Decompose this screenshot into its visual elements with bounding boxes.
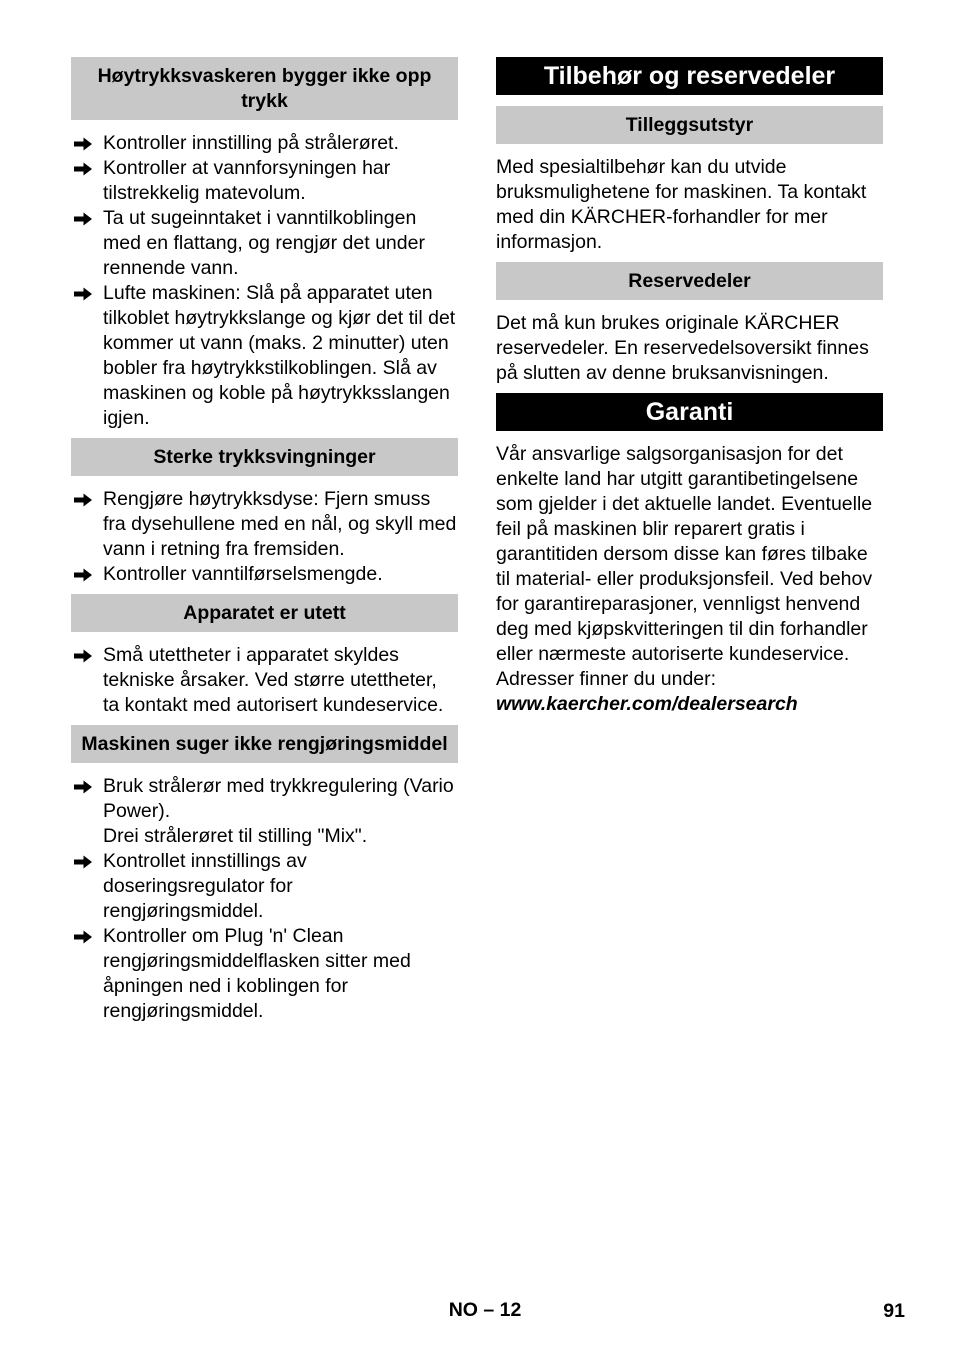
arrow-right-icon — [74, 643, 94, 668]
list-no-detergent — [71, 774, 458, 1024]
list-item: Ta ut sugeinntaket i vanntilkoblingen med en flattang, og rengjør det under rennende vann. — [71, 206, 458, 281]
arrow-right-icon — [74, 562, 94, 587]
section-heading-no-pressure: Høytrykksvaskeren bygger ikke opp trykk — [71, 57, 458, 120]
arrow-right-icon — [74, 281, 94, 306]
list-item: Små utettheter i apparatet skyldes tekniske årsaker. Ved større utettheter, ta kontakt med autorisert kundeservice. — [71, 643, 458, 718]
arrow-right-icon — [74, 924, 94, 949]
list-item: Rengjøre høytrykksdyse: Fjern smuss fra dysehullene med en nål, og skyll med vann i retning fra fremsiden. — [71, 487, 458, 562]
warranty-text: Vår ansvarlige salgsorganisasjon for det enkelte land har utgitt garantibetingelsene som gjelder i det aktuelle landet. Eventuelle feil på maskinen blir reparert gratis i garantitiden dersom disse kan føres tilbake til material- eller produksjonsfeil. Ved behov for garantireparasjoner, vennligst henvend deg med kjøpskvitteringen til din forhandler eller nærmeste autoriserte kundeservice. Adresser finner du under: www.kaercher.com/dealersearch — [496, 443, 873, 715]
list-item: Lufte maskinen: Slå på apparatet uten tilkoblet høytrykkslange og kjør det til det kommer ut vann (maks. 2 minutter) uten bobler fra høytrykkstilkoblingen. Slå av maskinen og koble på høytrykksslangen igjen. — [71, 281, 458, 431]
footer-section-label: NO – 12 — [448, 1299, 522, 1321]
list-item: Bruk strålerør med trykkregulering (Vario Power). Drei strålerøret til stilling "Mix". — [71, 774, 458, 849]
left-column — [71, 57, 458, 1031]
section-heading-pressure-fluctuations: Sterke trykksvingninger — [71, 438, 458, 476]
section-heading-leaking: Apparatet er utett — [71, 594, 458, 632]
accessories-text: Med spesialtilbehør kan du utvide bruksmulighetene for maskinen. Ta kontakt med din KÄRCHER-forhandler for mer informasjon. — [496, 156, 867, 253]
list-item: Kontroller vanntilførselsmengde. — [71, 562, 458, 587]
list-item: Kontrollet innstillings av doseringsregulator for rengjøringsmiddel. — [71, 849, 458, 924]
heading-accessories-spare-parts: Tilbehør og reservedeler — [496, 57, 883, 95]
list-leaking — [71, 643, 458, 718]
heading-warranty: Garanti — [496, 393, 883, 431]
section-heading-accessories: Tilleggsutstyr — [496, 106, 883, 144]
arrow-right-icon — [74, 487, 94, 512]
arrow-right-icon — [74, 774, 94, 799]
list-item: Kontroller innstilling på strålerøret. — [71, 131, 458, 156]
list-pressure-fluctuations — [71, 487, 458, 587]
spare-parts-text: Det må kun brukes originale KÄRCHER reservedeler. En reservedelsoversikt finnes på slutten av denne bruksanvisningen. — [496, 312, 869, 384]
dealer-search-link[interactable]: www.kaercher.com/dealersearch — [496, 693, 798, 715]
right-column — [496, 57, 883, 717]
arrow-right-icon — [74, 849, 94, 874]
list-item: Kontroller at vannforsyningen har tilstrekkelig matevolum. — [71, 156, 458, 206]
arrow-right-icon — [74, 131, 94, 156]
page-number: 91 — [883, 1300, 905, 1322]
section-heading-no-detergent: Maskinen suger ikke rengjøringsmiddel — [71, 725, 458, 763]
arrow-right-icon — [74, 156, 94, 181]
arrow-right-icon — [74, 206, 94, 231]
list-item: Kontroller om Plug 'n' Clean rengjøringsmiddelflasken sitter med åpningen ned i koblingen for rengjøringsmiddel. — [71, 924, 458, 1024]
section-heading-spare-parts: Reservedeler — [496, 262, 883, 300]
list-no-pressure — [71, 131, 458, 431]
